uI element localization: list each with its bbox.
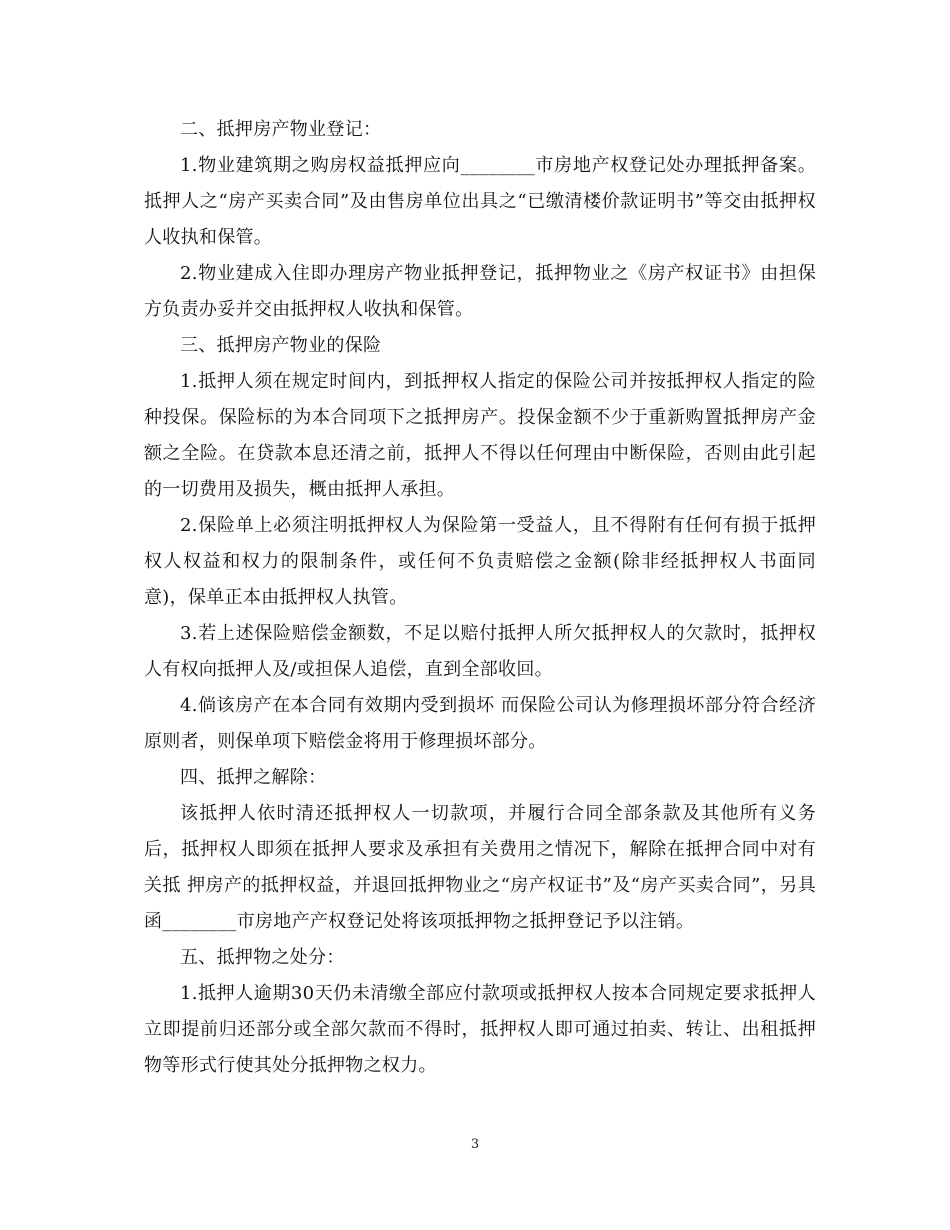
section-heading-disposal: 五、抵押物之处分： <box>180 947 345 968</box>
paragraph-insurance-3: 3.若上述保险赔偿金额数，不足以赔付抵押人所欠抵押权人的欠款时，抵押权人有权向抵押人及/或担保人追偿，直到全部收回。 <box>144 623 816 680</box>
paragraph-insurance-2: 2.保险单上必须注明抵押权人为保险第一受益人，且不得附有任何有损于抵押权人权益和权力的限制条件，或任何不负责赔偿之金额(除非经抵押权人书面同意)，保单正本由抵押权人执管。 <box>144 515 816 608</box>
page-number: 3 <box>470 1137 480 1152</box>
section-heading-registration: 二、抵押房产物业登记： <box>180 119 382 140</box>
paragraph-insurance-4: 4.倘该房产在本合同有效期内受到损坏 而保险公司认为修理损坏部分符合经济原则者，则保单项下赔偿金将用于修理损坏部分。 <box>144 695 816 752</box>
page-body <box>144 112 816 1084</box>
paragraph-disposal-1: 1.抵押人逾期30天仍未清缴全部应付款项或抵押权人按本合同规定要求抵押人立即提前归还部分或全部欠款而不得时，抵押权人即可通过拍卖、转让、出租抵押物等形式行使其处分抵押物之权力。 <box>144 983 816 1076</box>
paragraph-registration-1: 1.物业建筑期之购房权益抵押应向________市房地产权登记处办理抵押备案。抵押人之“房产买卖合同”及由售房单位出具之“已缴清楼价款证明书”等交由抵押权人收执和保管。 <box>144 155 816 248</box>
section-heading-insurance: 三、抵押房产物业的保险 <box>180 335 382 356</box>
paragraph-registration-2: 2.物业建成入住即办理房产物业抵押登记，抵押物业之《房产权证书》由担保方负责办妥并交由抵押权人收执和保管。 <box>144 263 816 320</box>
paragraph-insurance-1: 1.抵押人须在规定时间内，到抵押权人指定的保险公司并按抵押权人指定的险种投保。保险标的为本合同项下之抵押房产。投保金额不少于重新购置抵押房产金额之全险。在贷款本息还清之前，抵押人不得以任何理由中断保险，否则由此引起的一切费用及损失，概由抵押人承担。 <box>144 371 816 500</box>
section-heading-release: 四、抵押之解除： <box>180 767 327 788</box>
paragraph-release: 该抵押人依时清还抵押权人一切款项，并履行合同全部条款及其他所有义务后，抵押权人即须在抵押人要求及承担有关费用之情况下，解除在抵押合同中对有关抵 押房产的抵押权益，并退回抵押物业之“房产权证书”及“房产买卖合同”，另具函________市房地产产权登记处将该项抵押物之抵押登记予以注销。 <box>144 803 816 932</box>
